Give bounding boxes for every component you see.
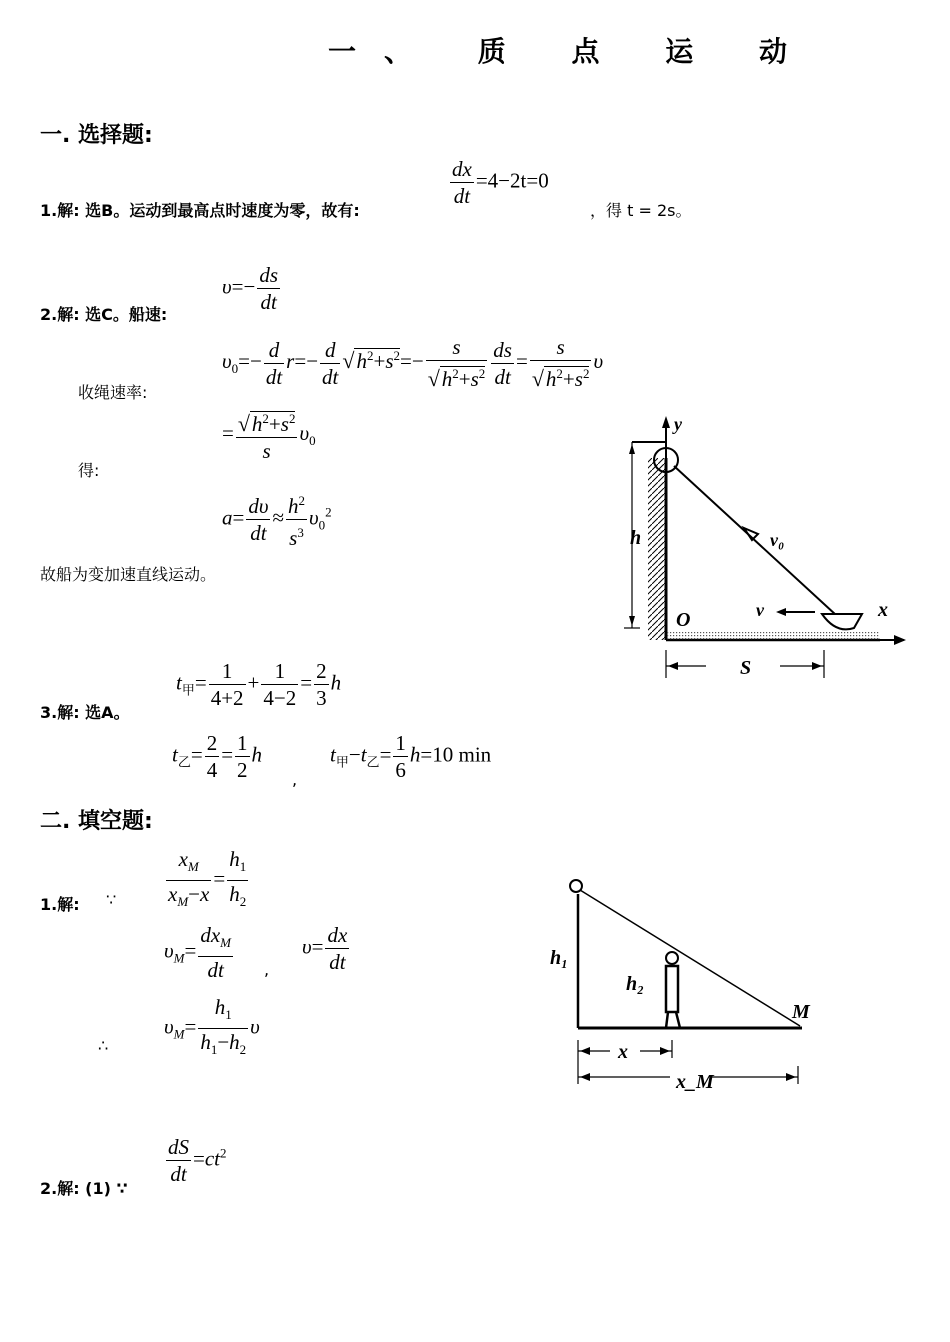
q1-label: 1.解: 选B。运动到最高点时速度为零，故有: — [40, 201, 360, 220]
v-arrow — [776, 608, 786, 616]
section-heading-fill: 二. 填空题: — [40, 809, 153, 834]
q3-label: 3.解: 选A。 — [40, 703, 130, 722]
person-body — [666, 966, 678, 1012]
q3-eq-jia: $t_甲=$ $\frac{1}{4+2}$ + $\frac{1}{4-2}$ = $\frac{2}{3}$ h — [176, 659, 342, 710]
q2-eq-result: = $\frac{√h^2+s^2}{s}$ $\upsilon_0$ — [222, 406, 316, 464]
v0-arrow — [744, 528, 758, 540]
q2-conclusion: 故船为变加速直线运动。 — [40, 565, 217, 584]
s2-q1-eq-ratio: $\frac{x_M}{x_M-x}$ = $\frac{h_1}{h_2}$ — [168, 847, 247, 910]
s2-q2-eq: $\frac{dS}{dt}$ $=ct^2$ — [168, 1135, 227, 1186]
fig1-label-h: h — [630, 527, 642, 549]
s2-q1-because: ∵ — [106, 890, 117, 909]
s2-q1-therefore: ∴ — [98, 1036, 109, 1055]
fig1-label-O: O — [676, 609, 691, 631]
y-axis-arrow — [662, 416, 670, 428]
figure-shadow-triangle — [540, 870, 840, 1110]
rope — [674, 466, 836, 615]
figure-boat-pulley — [610, 410, 910, 690]
s2-q1-eq-vm: $\upsilon_M=$ $\frac{dx_M}{dt}$ — [164, 923, 231, 983]
q2-eq-boat-speed: υ=− $\frac{ds}{dt}$ — [222, 263, 279, 314]
boat — [822, 614, 862, 629]
ground-texture — [666, 632, 880, 640]
s2-q1-eq-v: υ= $\frac{dx}{dt}$ — [302, 923, 348, 974]
s2-q1-label: 1.解: — [40, 895, 80, 914]
q3-eq-yi: $t_乙=$ $\frac{2}{4}$ = $\frac{1}{2}$ h — [172, 731, 263, 782]
fig2-label-M: M — [792, 1001, 810, 1023]
section-heading-choice: 一. 选择题: — [40, 123, 153, 148]
s2-q2-label: 2.解: (1) ∵ — [40, 1179, 128, 1198]
q1-equation: $\frac{dx}{dt}$ =4−2t=0 — [452, 157, 549, 208]
q2-de-label: 得: — [78, 461, 100, 480]
light-ray — [580, 890, 800, 1026]
fig2-label-h2: h₂ — [626, 973, 645, 995]
q2-eq-rope-speed: $\upsilon_0=-$ $\frac{d}{dt}$ r=− $\frac{d}{dt}$ $√h^2+s^2=-$ $\frac{s}{√h^2+s^2}$ $\frac{ds}{dt}$ = $\frac{s}{√h^2+s^2}$ υ — [222, 335, 604, 391]
q1-tail: ，得 t = 2s。 — [590, 201, 692, 220]
s2-q1-separator: , — [264, 960, 270, 979]
fig1-label-x: x — [878, 599, 888, 621]
fig1-label-v0: v₀ — [770, 530, 785, 550]
s2-q1-eq-result: $\upsilon_M=$ $\frac{h_1}{h_1-h_2}$ υ — [164, 995, 260, 1058]
x-axis-arrow — [894, 635, 906, 645]
q2-rope-label: 收绳速率: — [78, 383, 148, 402]
q2-eq-acceleration: a= $\frac{d\upsilon}{dt}$ ≈ $\frac{h^2}{s^3}$ $\upsilon_0^2$ — [222, 488, 332, 551]
q3-eq-diff: $t_甲-t_乙=$ $\frac{1}{6}$ h=10 min — [330, 731, 492, 782]
fig2-label-x: x — [618, 1041, 628, 1063]
fig2-label-xM: x_M — [676, 1071, 714, 1093]
fig2-label-h1: h₁ — [550, 947, 569, 969]
fig1-label-S: S — [740, 657, 752, 679]
page-title: 一、 质 点 运 动 — [328, 35, 815, 68]
fig1-label-y: y — [674, 414, 682, 434]
wall-hatch — [648, 458, 666, 640]
person-head — [666, 952, 678, 964]
q2-label-text: 2.解: 选C。船速: — [40, 305, 168, 324]
q3-separator: , — [292, 770, 298, 789]
fig1-label-v: v — [756, 600, 764, 620]
